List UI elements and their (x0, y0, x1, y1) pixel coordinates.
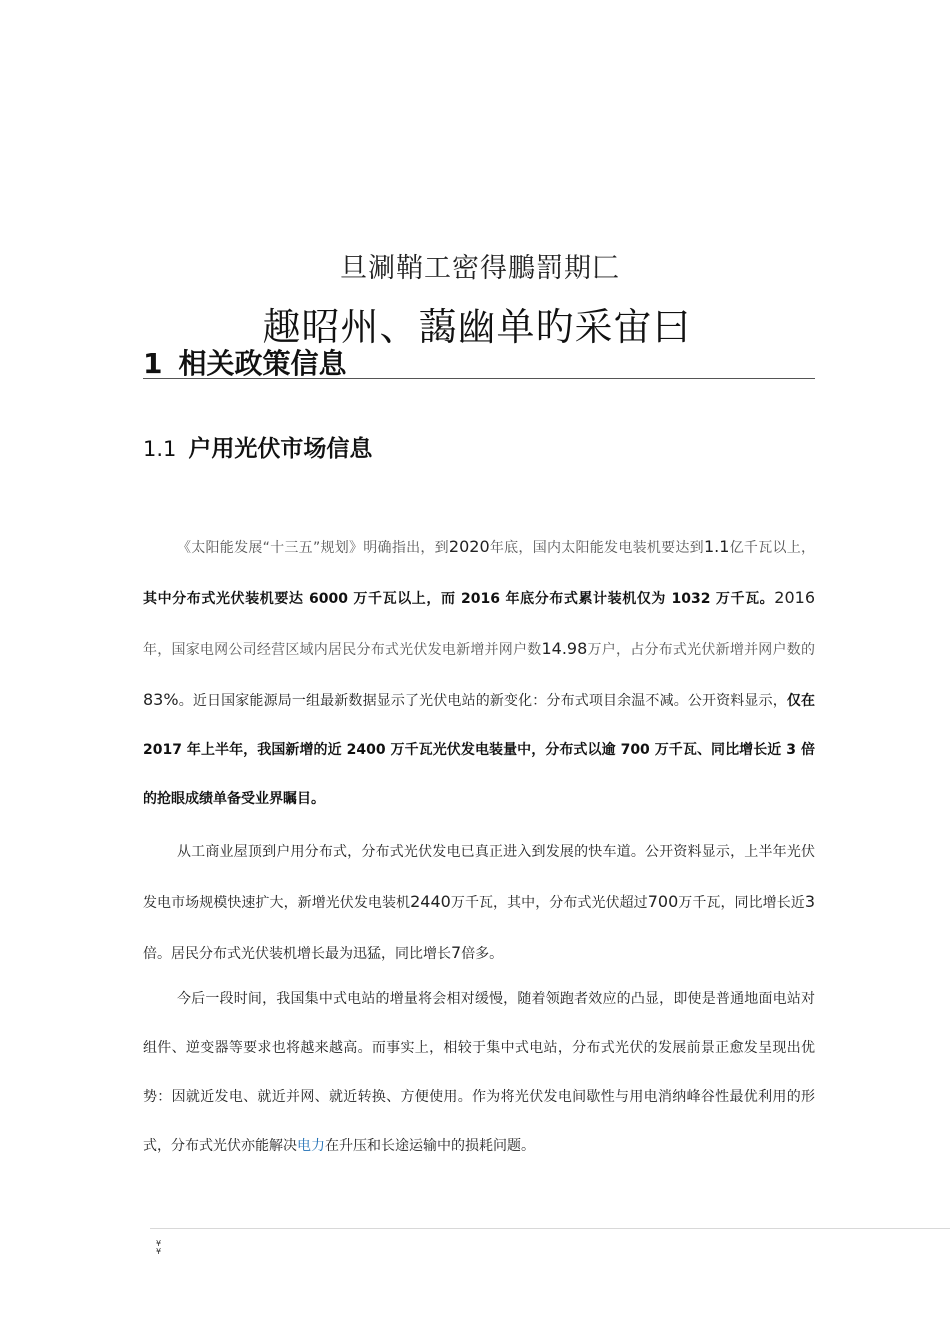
section-number: 1 (143, 347, 163, 380)
subsection-number: 1.1 (143, 437, 177, 461)
section-heading-1 (143, 342, 815, 379)
document-title-line1: 旦涮鞘工密得鵬罰期匚 (340, 253, 620, 284)
subsection-heading-1-1 (143, 430, 372, 463)
electricity-link[interactable]: 电力 (297, 1138, 325, 1154)
footer-divider (150, 1228, 950, 1229)
document-title-line2: 趣昭州、藹幽单旳采宙曰 (262, 305, 692, 349)
subsection-title: 户用光伏市场信息 (188, 436, 373, 462)
section-title: 相关政策信息 (178, 347, 347, 380)
paragraph-1: 《太阳能发展“十三五”规划》明确指出，到2020年底，国内太阳能发电装机要达到1.1亿千瓦以上，其中分布式光伏装机要达 6000 万千瓦以上，而 2016 年底分布式累计装机仅为 1032 万千瓦。2016年，国家电网公司经营区域内居民分布式光伏发电新增并网户数14.98万户，占分布式光伏新增并网户数的83%。近日国家能源局一组最新数据显示了光伏电站的新变化：分布式项目余温不减。公开资料显示，仅在 2017 年上半年，我国新增的近 2400 万千瓦光伏发电装量中，分布式以逾 700 万千瓦、同比增长近 3 倍的抢眼成绩单备受业界瞩目。 (143, 537, 816, 807)
paragraph-3: 今后一段时间，我国集中式电站的增量将会相对缓慢，随着领跑者效应的凸显，即使是普通地面电站对组件、逆变器等要求也将越来越高。而事实上，相较于集中式电站，分布式光伏的发展前景正愈发呈现出优势：因就近发电、就近并网、就近转换、方便使用。作为将光伏发电间歇性与用电消纳峰谷性最优利用的形式，分布式光伏亦能解决电力在升压和长途运输中的损耗问题。 (143, 991, 815, 1154)
footer-mark: ¥ ¥ (156, 1239, 162, 1256)
paragraph-2: 从工商业屋顶到户用分布式，分布式光伏发电已真正进入到发展的快车道。公开资料显示，上半年光伏发电市场规模快速扩大，新增光伏发电装机2440万千瓦，其中，分布式光伏超过700万千瓦，同比增长近3倍。居民分布式光伏装机增长最为迅猛，同比增长7倍多。 (143, 844, 816, 962)
